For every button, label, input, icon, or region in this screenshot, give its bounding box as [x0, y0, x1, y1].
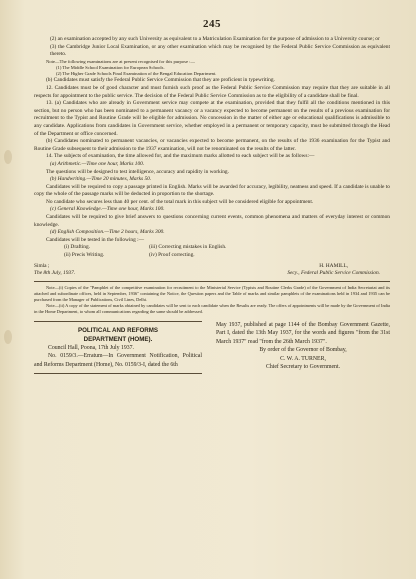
political-notice — [34, 321, 202, 374]
page-number: 245 — [203, 18, 221, 30]
subject-list-row — [34, 252, 390, 260]
page-smudge — [4, 150, 12, 164]
signature-title: Secy., Federal Public Service Commission. — [287, 269, 380, 276]
page-smudge — [4, 330, 12, 344]
signature-place: Simla ; — [34, 262, 50, 269]
signature-block — [34, 263, 390, 277]
note-item: (1) The Middle School Examination for European Schools. — [56, 64, 165, 70]
subject-heading: (c) General Knowledge.—Time one hour, Marks 100. — [50, 206, 165, 213]
order-title: Chief Secretary to Government. — [265, 364, 341, 371]
paragraph: (2) an examination accepted by any such University as equivalent to a Matriculation Examination for the purpose of admission to a University course; or — [50, 36, 380, 42]
bottom-section — [34, 321, 390, 374]
notice-continuation — [216, 321, 390, 374]
subject-text: Candidates will be required to give brief answers to questions concerning current events, common phenomena and matters of everyday interest or common knowledge. — [34, 214, 390, 228]
paragraph: (3) the Cambridge Junior Local Examination, or any other examination which may be recognised by the Federal Public Service Commission as equivalent thereto. — [50, 43, 390, 58]
signature-name: H. HAMILL, — [319, 262, 349, 269]
footnote: Note—(i) Copies of the "Pamphlet of the competitive examination for recruitment to the Ministerial Service (Typists and Routine Clerks Grade) of the Government of India Secretariat and its attached and subordinate offices, held in September, 1936" containing the Notice, the Question papers and the Table of marks and similar pamphlets of the examinations held in 1934 and 1935 can be purchased from the Manager of Publications, Civil Lines, Delhi. — [34, 285, 390, 303]
paragraph: (b) Candidates must satisfy the Federal Public Service Commission that they are proficient in typewriting. — [46, 77, 275, 84]
notice-text: No. 0159/3.—Erratum—In Government Notification, Political and Reforms Department (Home), No. 0159/3-I, dated the 6th — [34, 353, 202, 368]
subject-item: (ii) Precis Writing. — [64, 252, 105, 259]
paragraph: 14. The subjects of examination, the time allowed for, and the maximum marks allotted to each subject will be as follows:— — [46, 153, 315, 160]
footnote: Note—(ii) A copy of the statement of marks obtained by candidates will be sent to each candidate when the Results are ready. The offers of appointments will be made by the Government of India in the Home Department, to whom all communications regarding the same should be addressed. — [34, 303, 390, 315]
subject-text: The questions will be designed to test intelligence, accuracy and rapidity in working. — [46, 168, 229, 175]
department-title: POLITICAL AND REFORMS — [77, 327, 159, 335]
subject-text: No candidate who secures less than 40 per cent. of the total mark in this subject will be considered eligible for appointment. — [46, 198, 314, 205]
subject-heading: (a) Arithmetic.—Time one hour, Marks 100. — [50, 160, 145, 167]
subject-heading: (b) Handwriting.—Time 20 minutes, Marks 50. — [50, 176, 152, 183]
department-title: DEPARTMENT (HOME). — [83, 336, 153, 344]
subject-item: (iv) Proof correcting. — [149, 252, 195, 259]
subject-item: (iii) Correcting mistakes in English. — [149, 244, 227, 251]
order-line: By order of the Governor of Bombay, — [259, 347, 347, 354]
note-label: Note—The following examinations are at present recognised for this purpose :— — [46, 58, 196, 64]
subject-text: Candidates will be required to copy a passage printed in English. Marks will be awarded for accuracy, legibility, neatness and speed. If a candidate is unable to copy the whole of the passage marks will be deducted in proportion to the shortage. — [34, 183, 390, 198]
note-item: (2) The Higher Grade Schools Final Examination of the Bengal Education Department. — [56, 71, 217, 77]
notice-text: May 1937, published at page 1144 of the Bombay Government Gazette, Part I, dated the 13th May 1937, for the words and figures "from the 31st March 1937" read "from the 26th March 1937". — [216, 322, 390, 345]
signature-date: The 8th July, 1937. — [34, 269, 76, 276]
subject-heading: (d) English Composition.—Time 2 hours, Marks 300. — [50, 229, 165, 236]
subject-list-row — [34, 244, 390, 252]
subject-item: (i) Drafting. — [64, 244, 91, 251]
order-name: C. W. A. TURNER, — [280, 355, 326, 362]
notice-location: Council Hall, Poona, 17th July 1937. — [48, 345, 134, 352]
paragraph: 12. Candidates must be of good character and must furnish such proof as the Federal Public Service Commission may require that they are suitable in all respects for appointment to the public service. The decision of the Federal Public Service Commission as to the eligibility of a candidate shall be final. — [34, 84, 390, 99]
divider — [34, 281, 390, 282]
subject-text: Candidates will be tested in the following :— — [46, 236, 145, 243]
paragraph: (b) Candidates nominated to permanent vacancies, or vacancies expected to become permanent, on the results of the 1936 examination for the Typist and Routine Grade subsequent to their admission to the 1937 examination, will not be renominated on the results of the latter. — [34, 138, 390, 152]
paragraph: 13. (a) Candidates who are already in Government service may compete at the examination, provided that they fulfil all the conditions mentioned in this section, but no person who has been nominated to a permanent vacancy or a vacancy expected to become permanent on the results of a previous examination for recruitment to the Typist and Routine Grade will be eligible for admission. No concession in the matter of either age or educational qualifications is admissible to any candidate. Applications from candidates in Government service, whether employed in a permanent or temporary capacity, must be submitted through the Head of the Department or office concerned. — [34, 100, 390, 137]
